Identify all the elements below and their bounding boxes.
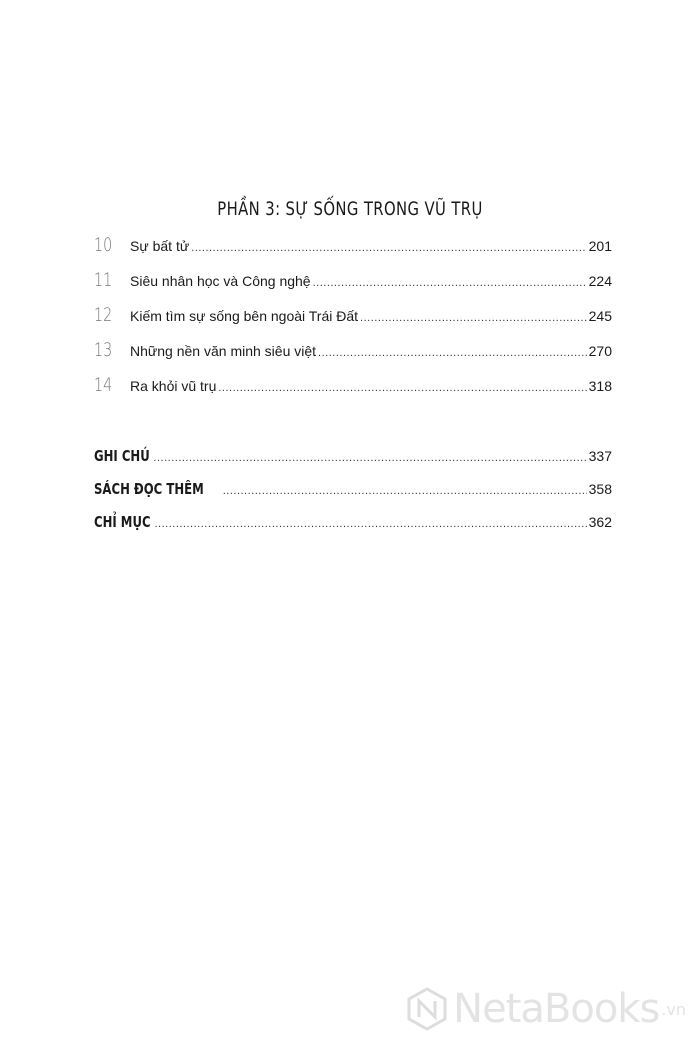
chapter-number: 10 (94, 234, 113, 256)
watermark-brand: NetaBooks (453, 986, 660, 1032)
chapter-title: Những nền văn minh siêu việt (130, 343, 317, 359)
page-number: 201 (588, 238, 612, 254)
toc-entry-further-reading[interactable] (94, 480, 612, 513)
dot-leader (318, 347, 587, 359)
chapter-title: Siêu nhân học và Công nghệ (130, 273, 311, 289)
watermark (407, 986, 686, 1032)
dot-leader (313, 277, 587, 289)
chapter-number: 12 (94, 304, 113, 326)
dot-leader (218, 382, 586, 394)
chapter-number: 14 (94, 374, 113, 396)
backmatter-title: SÁCH ĐỌC THÊM (94, 480, 204, 498)
page-number: 224 (588, 273, 612, 289)
toc-entry[interactable] (94, 374, 612, 409)
page-number: 358 (588, 481, 612, 497)
dot-leader (153, 452, 586, 464)
backmatter-title: GHI CHÚ (94, 447, 150, 465)
page-number: 337 (588, 448, 612, 464)
page-number: 270 (588, 343, 612, 359)
part-title: PHẦN 3: SỰ SỐNG TRONG VŨ TRỤ (217, 198, 483, 220)
chapter-number: 11 (94, 269, 113, 291)
backmatter-title: CHỈ MỤC (94, 513, 151, 531)
page-number: 362 (588, 514, 612, 530)
dot-leader (154, 518, 586, 530)
chapter-title: Sự bất tử (130, 238, 190, 254)
chapter-number: 13 (94, 339, 113, 361)
dot-leader (223, 485, 587, 497)
dot-leader (360, 312, 587, 324)
page-number: 245 (588, 308, 612, 324)
watermark-suffix: .vn (661, 999, 686, 1019)
chapter-title: Ra khỏi vũ trụ (130, 378, 217, 394)
toc-entry[interactable] (94, 304, 612, 339)
toc-entry-notes[interactable] (94, 447, 612, 480)
toc-entry[interactable] (94, 339, 612, 374)
chapter-list (94, 234, 612, 409)
backmatter-list (94, 447, 612, 546)
toc-entry[interactable] (94, 234, 612, 269)
dot-leader (191, 242, 586, 254)
toc-entry[interactable] (94, 269, 612, 304)
page-number: 318 (588, 378, 612, 394)
netabooks-logo-icon (407, 987, 447, 1031)
toc-entry-index[interactable] (94, 513, 612, 546)
chapter-title: Kiếm tìm sự sống bên ngoài Trái Đất (130, 308, 359, 324)
